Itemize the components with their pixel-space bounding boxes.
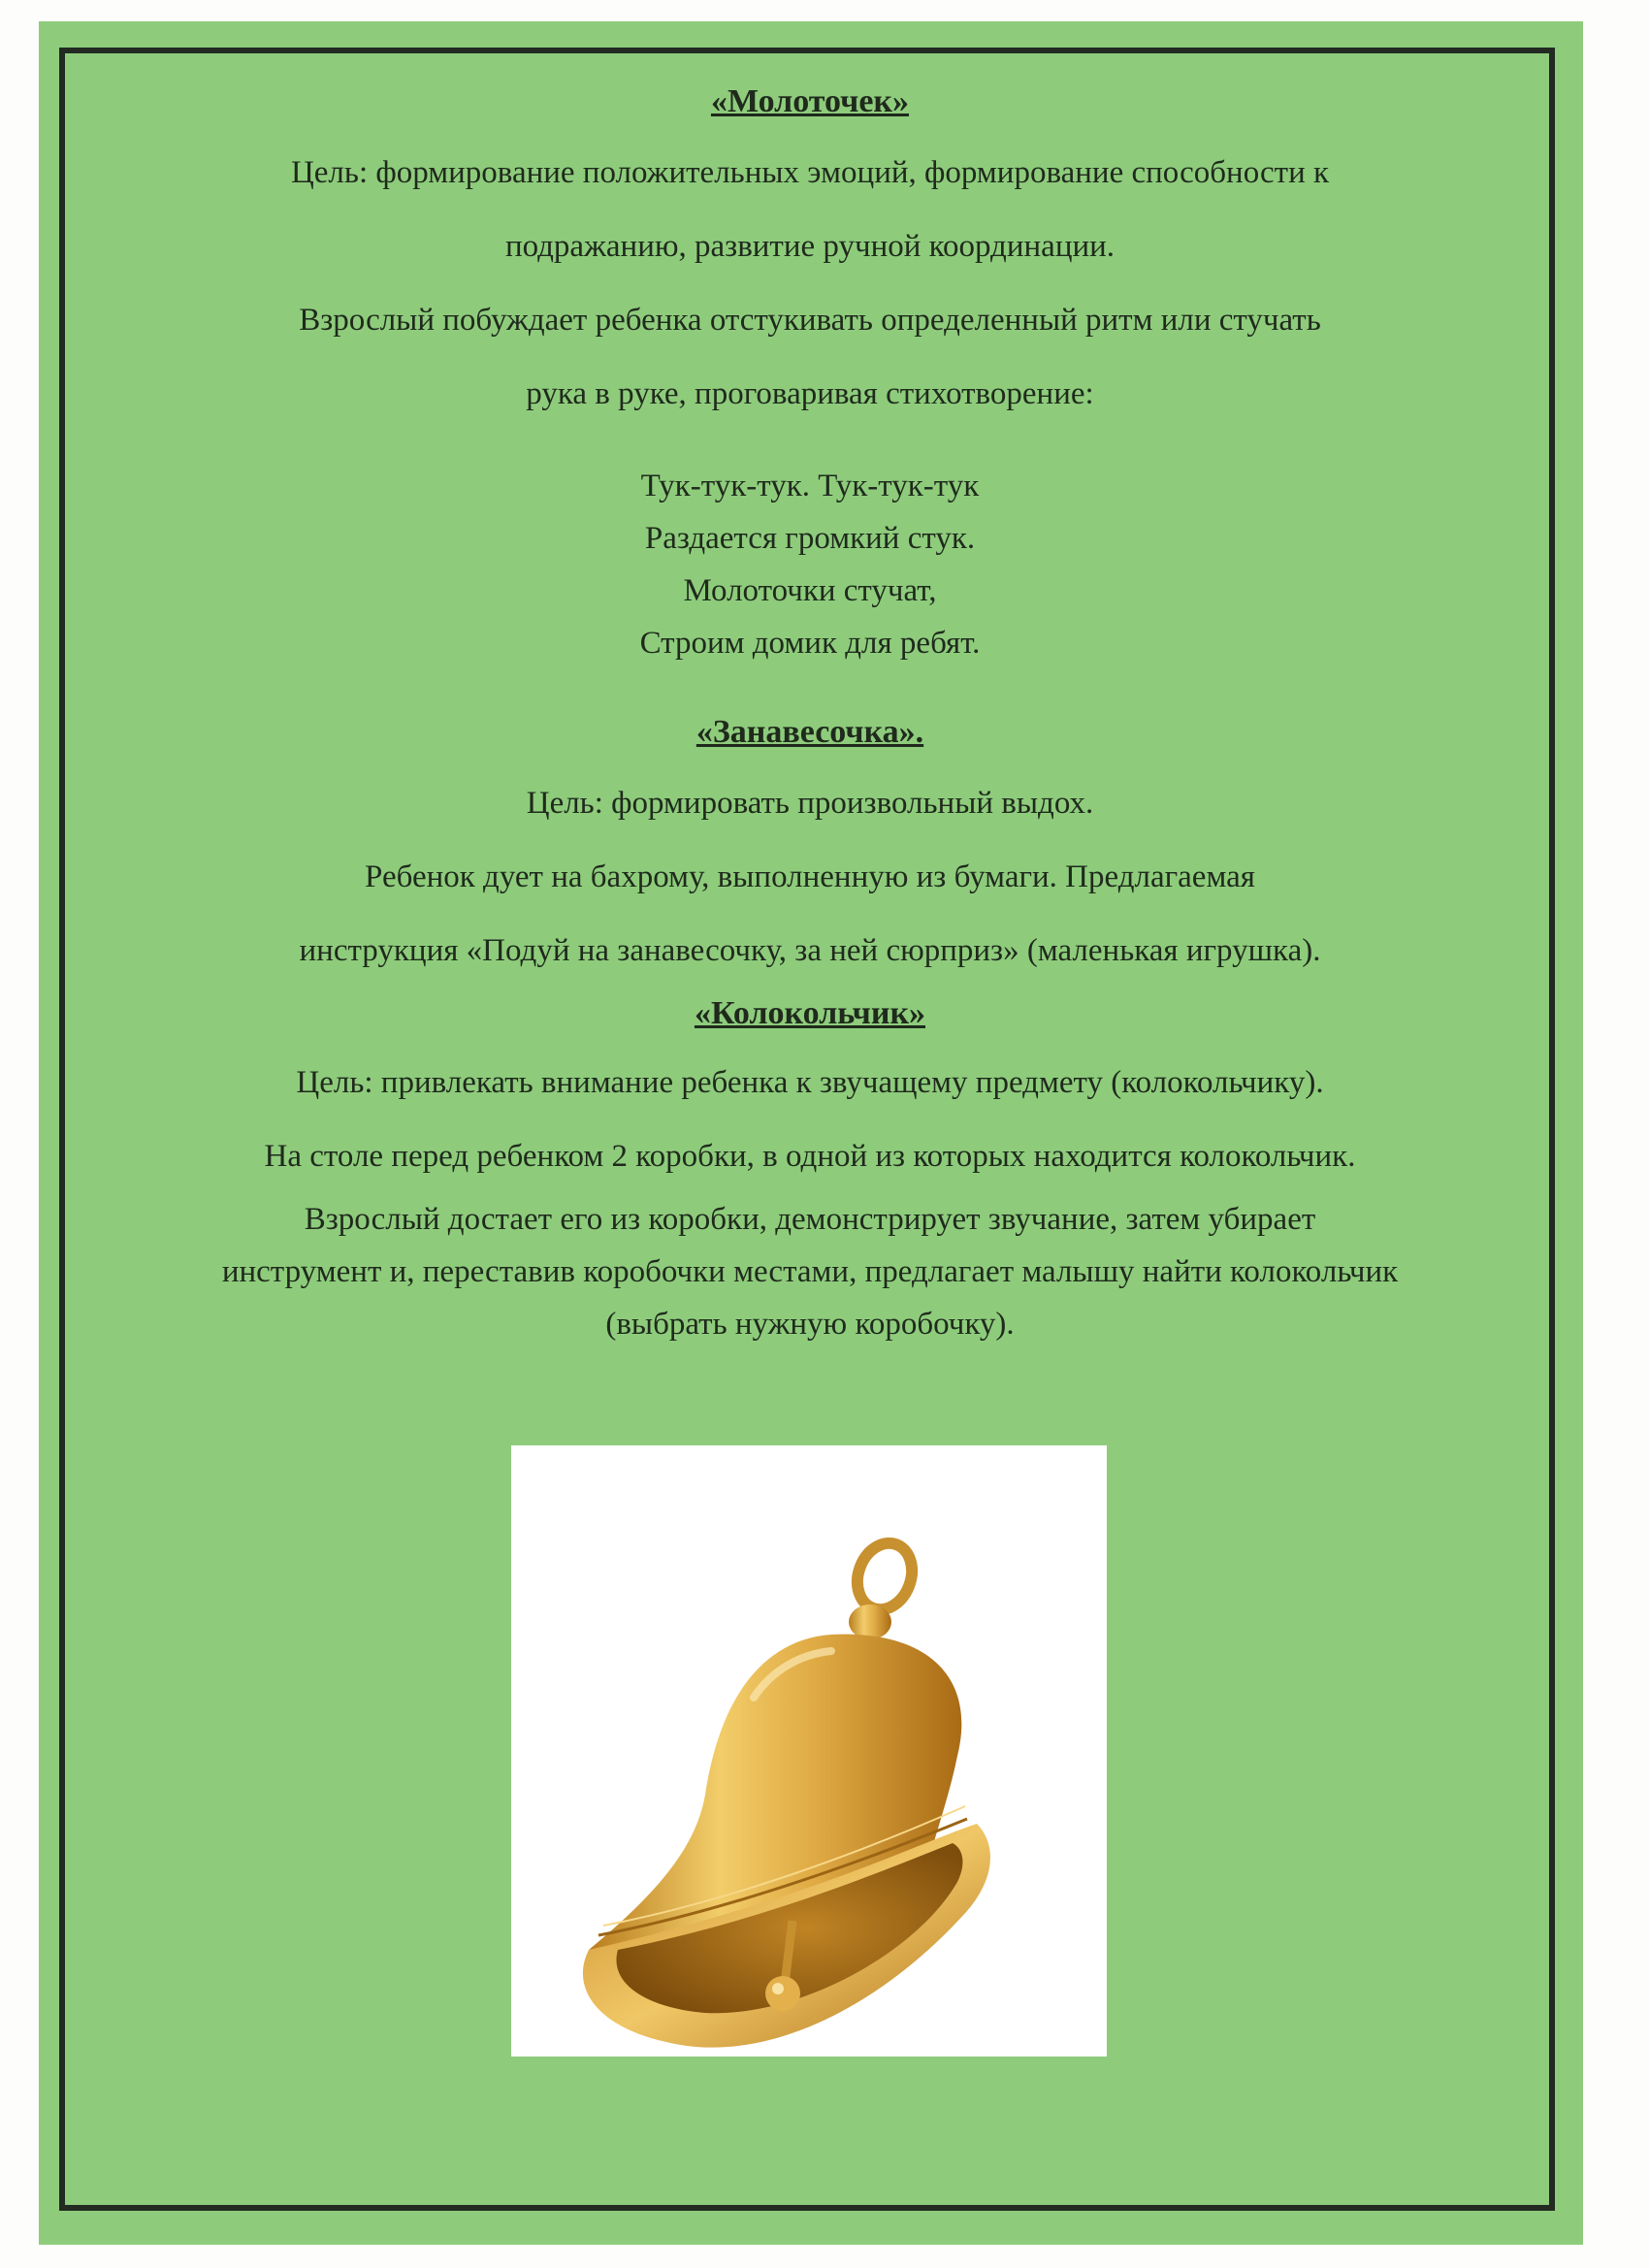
poem (107, 460, 1513, 669)
description-line: инструкция «Подуй на занавесочку, за ней сюрприз» (маленькая игрушка). (299, 933, 1321, 968)
description-line: Ребенок дует на бахрому, выполненную из бумаги. Предлагаемая (365, 859, 1255, 894)
section-title-zanavesochka: «Занавесочка». (695, 714, 924, 750)
description-line: инструмент и, переставив коробочки местами, предлагает малышу найти колокольчик (221, 1254, 1399, 1289)
description-line: Взрослый побуждает ребенка отстукивать определенный ритм или стучать (299, 303, 1321, 338)
goal-line: Цель: формирование положительных эмоций, формирование способности к (290, 155, 1330, 190)
description-line: (выбрать нужную коробочку). (605, 1307, 1015, 1342)
poem-line: Раздается громкий стук. (644, 521, 976, 556)
poem-line: Строим домик для ребят. (639, 626, 981, 661)
section-molotochek (107, 76, 1513, 669)
goal-line: Цель: формировать произвольный выдох. (526, 786, 1094, 821)
section-title-molotochek: «Молоточек» (710, 83, 910, 119)
goal-line: Цель: привлекать внимание ребенка к звучащему предмету (колокольчику). (296, 1065, 1324, 1100)
bell-icon (511, 1445, 1107, 2057)
poem-line: Молоточки стучат, (683, 573, 937, 608)
description-line: рука в руке, проговаривая стихотворение: (526, 376, 1094, 411)
document-content (107, 76, 1513, 1350)
description-line: Взрослый достает его из коробки, демонстрирует звучание, затем убирает (304, 1202, 1316, 1237)
description-line: На столе перед ребенком 2 коробки, в одной из которых находится колокольчик. (264, 1139, 1356, 1174)
bell-illustration (511, 1445, 1107, 2057)
section-title-kolokolchik: «Колокольчик» (694, 995, 926, 1031)
section-kolokolchik (107, 988, 1513, 1350)
section-zanavesochka (107, 706, 1513, 988)
goal-line: подражанию, развитие ручной координации. (504, 229, 1116, 264)
poem-line: Тук-тук-тук. Тук-тук-тук (640, 469, 980, 503)
